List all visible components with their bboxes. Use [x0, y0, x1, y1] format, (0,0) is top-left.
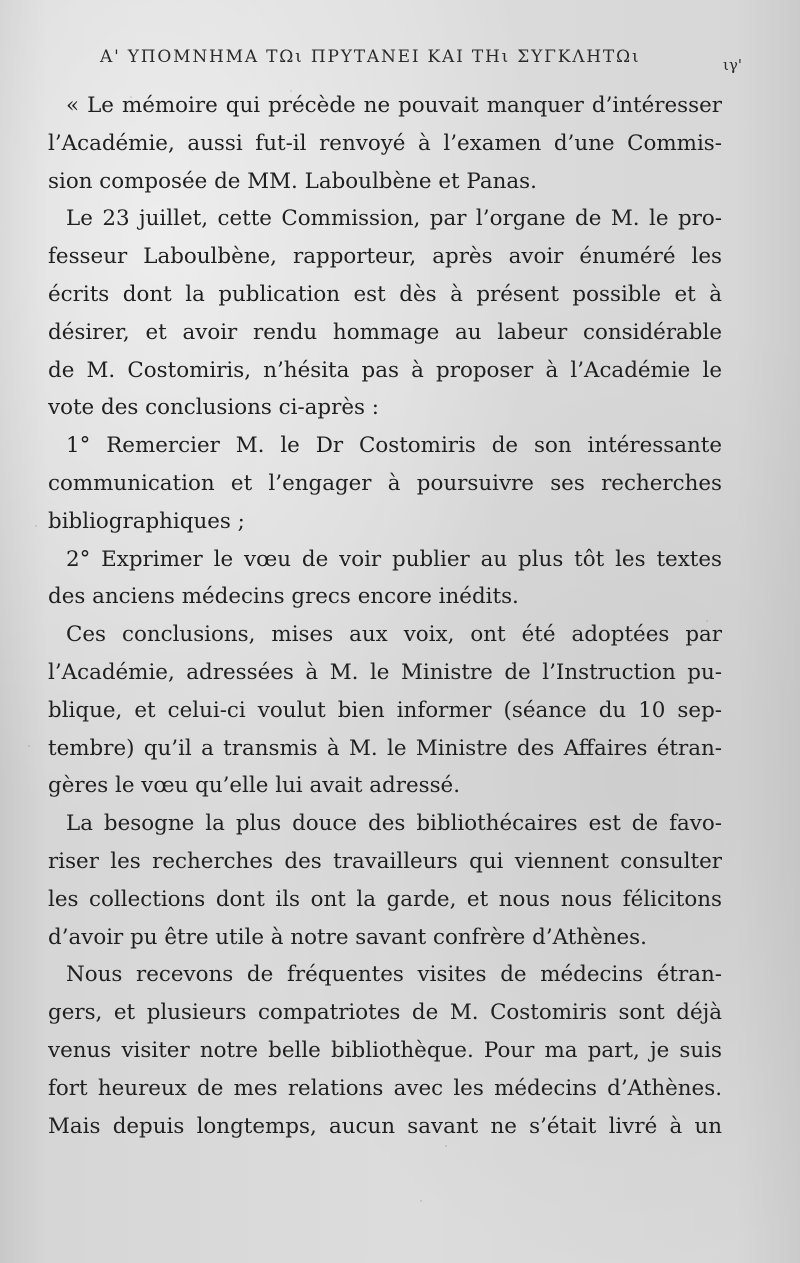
text-line: des anciens médecins grecs encore inédits.	[48, 584, 519, 610]
text-line: bibliographiques ;	[48, 508, 245, 534]
text-line: La besogne la plus douce des bibliothécaires est de favo-	[66, 811, 722, 837]
text-line: l’Académie, aussi fut-il renvoyé à l’examen d’une Commis-	[48, 130, 722, 156]
running-title: Α' ΥΠΟΜΝΗΜΑ ΤΩι ΠΡΥΤΑΝΕΙ ΚΑΙ ΤΗι ΣΥΓΚΛΗΤΩι	[100, 47, 641, 67]
text-line: fesseur Laboulbène, rapporteur, après avoir énuméré les	[48, 244, 722, 270]
text-line: désirer, et avoir rendu hommage au labeur considérable	[48, 319, 722, 345]
paper-speck	[35, 525, 37, 527]
text-line: sion composée de MM. Laboulbène et Panas.	[48, 168, 537, 194]
text-line: riser les recherches des travailleurs qui viennent consulter	[48, 848, 722, 874]
text-line: Le 23 juillet, cette Commission, par l’organe de M. le pro-	[66, 206, 722, 232]
text-line: Ces conclusions, mises aux voix, ont été adoptées par	[66, 622, 722, 648]
text-line: gers, et plusieurs compatriotes de M. Costomiris sont déjà	[48, 1000, 722, 1026]
text-line: communication et l’engager à poursuivre ses recherches	[48, 470, 722, 496]
text-line: Mais depuis longtemps, aucun savant ne s’était livré à un	[48, 1113, 722, 1139]
text-line: venus visiter notre belle bibliothèque. Pour ma part, je suis	[48, 1037, 722, 1063]
text-line: de M. Costomiris, n’hésita pas à proposer à l’Académie le	[48, 357, 722, 383]
text-line: les collections dont ils ont la garde, et nous nous félicitons	[48, 886, 722, 912]
text-line: gères le vœu qu’elle lui avait adressé.	[48, 773, 461, 799]
paper-speck	[420, 1200, 422, 1202]
text-line: tembre) qu’il a transmis à M. le Ministre des Affaires étran-	[48, 735, 722, 761]
page-number: ιγ'	[723, 56, 742, 74]
text-line: l’Académie, adressées à M. le Ministre de l’Instruction pu-	[48, 659, 722, 685]
text-line: « Le mémoire qui précède ne pouvait manquer d’intéresser	[66, 93, 722, 118]
text-line: 2° Exprimer le vœu de voir publier au plus tôt les textes	[66, 546, 722, 572]
text-line: Nous recevons de fréquentes visites de médecins étran-	[66, 962, 722, 988]
text-line: écrits dont la publication est dès à présent possible et à	[48, 281, 722, 307]
page-header	[100, 41, 760, 81]
text-line: d’avoir pu être utile à notre savant confrère d’Athènes.	[48, 924, 647, 950]
text-line: 1° Remercier M. le Dr Costomiris de son intéressante	[66, 433, 722, 459]
text-line: fort heureux de mes relations avec les médecins d’Athènes.	[48, 1075, 722, 1101]
text-line: vote des conclusions ci-après :	[48, 395, 379, 421]
body-text	[48, 87, 722, 1145]
paper-speck	[28, 745, 30, 747]
text-line: blique, et celui-ci voulut bien informer (séance du 10 sep-	[48, 697, 722, 723]
